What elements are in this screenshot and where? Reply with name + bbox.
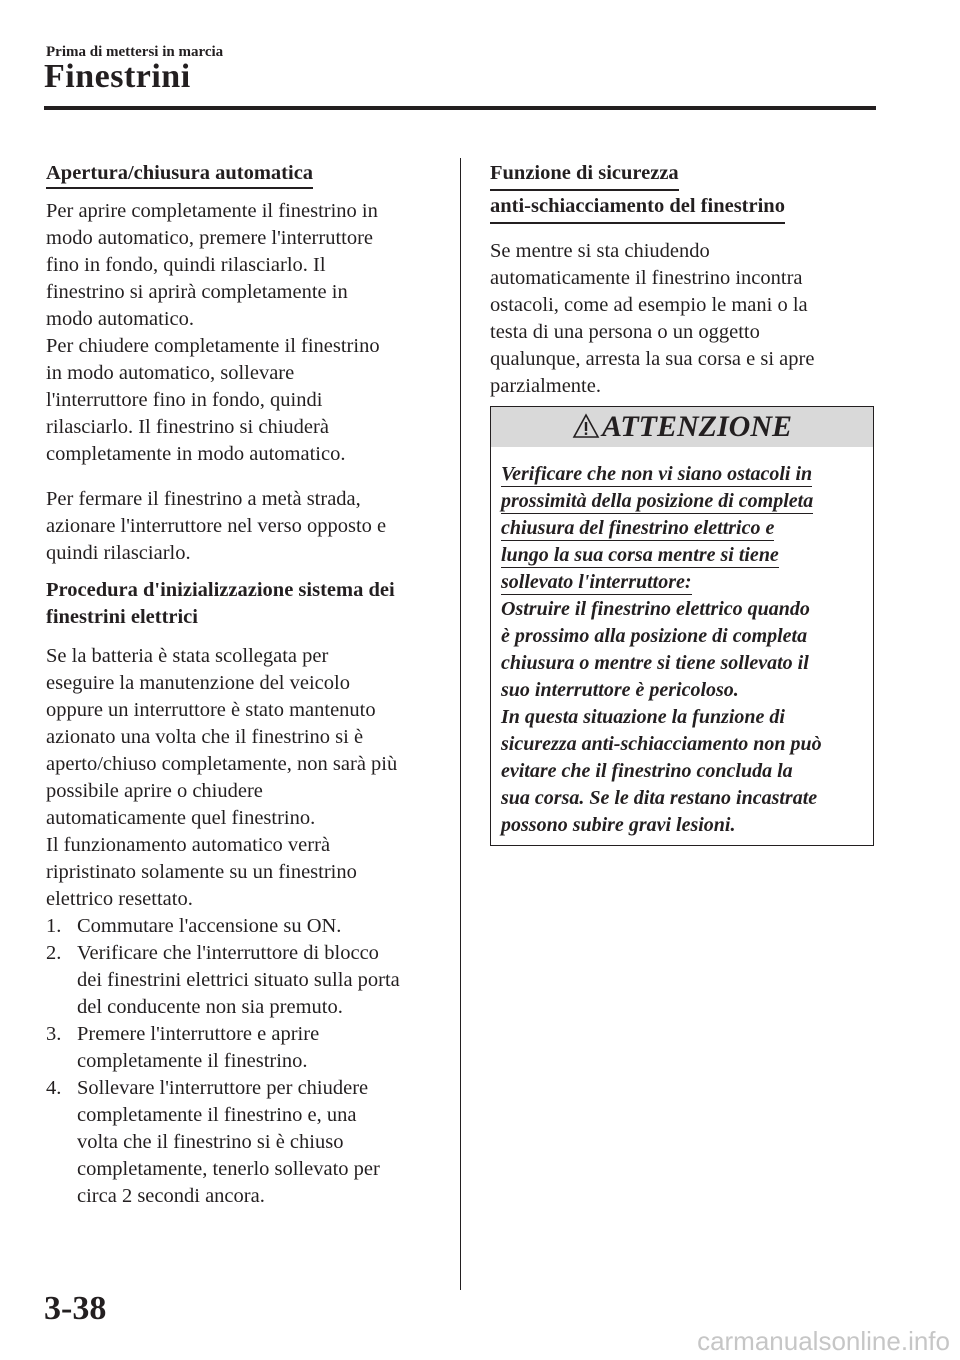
paragraph-anti-pinch: Se mentre si sta chiudendo automaticamente il finestrino incontra ostacoli, come ad esempio le mani o la testa di una persona o un oggetto qualunque, arresta la sua corsa e si apre parzialmente. (490, 240, 815, 397)
caution-text-line: possono subire gravi lesioni. (501, 814, 736, 836)
step-item: 2. Verificare che l'interruttore di blocco dei finestrini elettrici situato sulla porta del conducente non sia premuto. (46, 942, 400, 1018)
caution-text-line: sicurezza anti-schiacciamento non può (501, 733, 822, 755)
caution-warning-line: Verificare che non vi siano ostacoli in (501, 463, 813, 485)
caution-warning-line: chiusura del finestrino elettrico e (501, 517, 775, 539)
caution-text-line: chiusura o mentre si tiene sollevato il (501, 652, 809, 674)
heading-automatic-open-close-wrap (46, 160, 441, 186)
caution-box (490, 406, 874, 846)
heading-automatic-open-close: Apertura/chiusura automatica (46, 162, 313, 189)
initialization-steps (46, 913, 441, 1210)
right-column (490, 160, 876, 400)
caution-warning-line: sollevato l'interruttore: (501, 571, 692, 593)
step-item: 4. Sollevare l'interruttore per chiudere completamente il finestrino e, una volta che il finestrino si è chiuso completamente, tenerlo sollevato per circa 2 secondi ancora. (46, 1077, 380, 1207)
paragraph-automatic-operation: Per aprire completamente il finestrino in modo automatico, premere l'interruttore fino in fondo, quindi rilasciarlo. Il finestrino si aprirà completamente in modo automatico. Per chiudere completamente il finestrino in modo automatico, sollevare l'interruttore fino in fondo, quindi rilasciarlo. Il finestrino si chiuderà completamente in modo automatico. (46, 200, 380, 465)
paragraph-stop-halfway: Per fermare il finestrino a metà strada, azionare l'interruttore nel verso opposto e quindi rilasciarlo. (46, 488, 387, 564)
heading-initialization-procedure: Procedura d'inizializzazione sistema dei finestrini elettrici (46, 579, 395, 628)
caution-title: ATTENZIONE (601, 410, 793, 443)
caution-header (491, 407, 873, 447)
page-number: 3-38 (44, 1290, 107, 1327)
caution-text-line: In questa situazione la funzione di (501, 706, 785, 728)
step-item: 3. Premere l'interruttore e aprire completamente il finestrino. (46, 1023, 320, 1072)
caution-warning-line: lungo la sua corsa mentre si tiene (501, 544, 779, 566)
heading-anti-pinch-line1: Funzione di sicurezza (490, 160, 679, 191)
watermark: carmanualsonline.info (697, 1326, 950, 1356)
left-column (46, 160, 441, 1210)
caution-text-line: evitare che il finestrino concluda la (501, 760, 793, 782)
heading-anti-pinch-wrap (490, 160, 876, 226)
page-title: Finestrini (44, 58, 191, 95)
caution-text-line: suo interruttore è pericoloso. (501, 679, 739, 701)
caution-body (491, 447, 873, 839)
heading-anti-pinch-line2: anti-schiacciamento del finestrino (490, 193, 785, 224)
caution-warning-line: prossimità della posizione di completa (501, 490, 814, 512)
column-divider (460, 158, 461, 1290)
caution-text-line: Ostruire il finestrino elettrico quando (501, 598, 810, 620)
caution-text-line: è prossimo alla posizione di completa (501, 625, 808, 647)
header-divider (44, 106, 876, 110)
caution-text-line: sua corsa. Se le dita restano incastrate (501, 787, 818, 809)
section-label: Prima di mettersi in marcia (46, 44, 224, 60)
paragraph-initialization: Se la batteria è stata scollegata per eseguire la manutenzione del veicolo oppure un interruttore è stato mantenuto azionato una volta che il finestrino si è aperto/chiuso completamente, non sarà più possibile aprire o chiudere automaticamente quel finestrino. Il funzionamento automatico verrà ripristinato solamente su un finestrino elettrico resettato. (46, 645, 398, 910)
warning-triangle-icon (572, 410, 600, 450)
step-item: 1. Commutare l'accensione su ON. (46, 915, 342, 937)
